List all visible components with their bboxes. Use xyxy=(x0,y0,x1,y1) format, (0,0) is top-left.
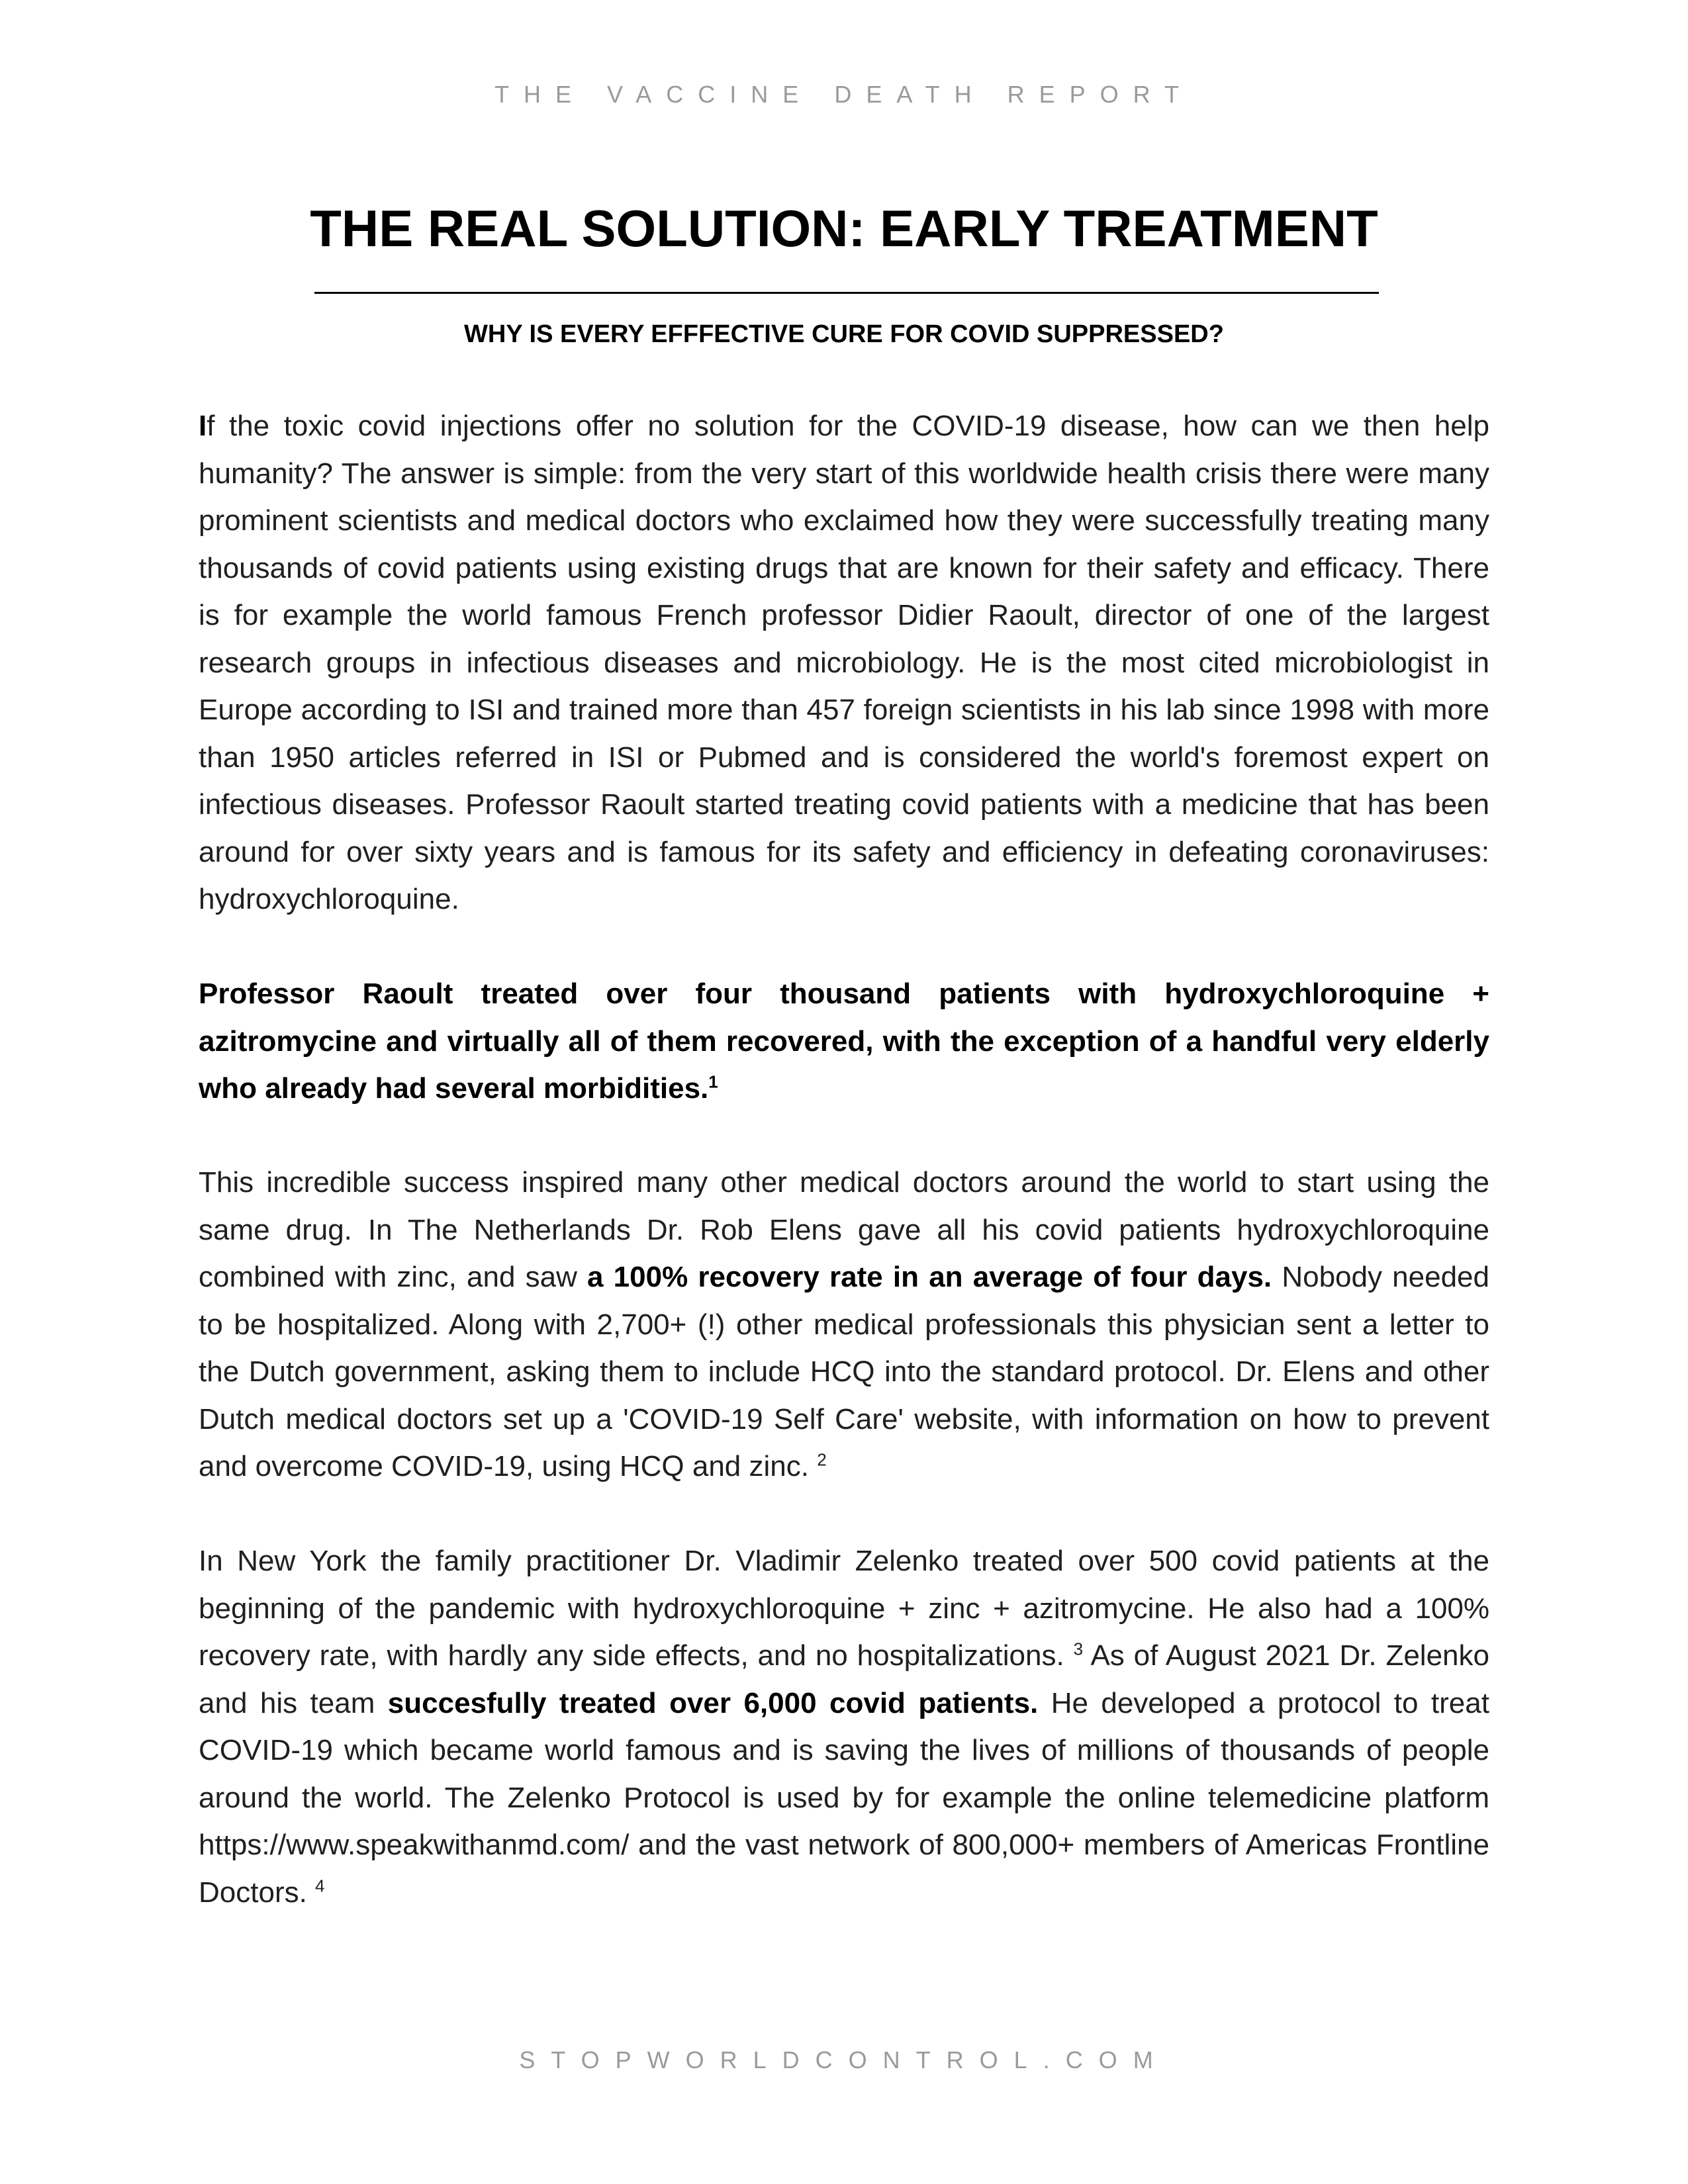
footnote-ref-2: 2 xyxy=(817,1449,827,1470)
paragraph-elens xyxy=(199,1159,1489,1490)
paragraph-elens-bold: a 100% recovery rate in an average of four days. xyxy=(587,1261,1272,1293)
footnote-ref-3: 3 xyxy=(1073,1639,1084,1659)
drop-cap: I xyxy=(199,410,207,442)
paragraph-intro xyxy=(199,402,1489,923)
page-title: THE REAL SOLUTION: EARLY TREATMENT xyxy=(310,199,1378,257)
paragraph-zelenko-text-before: In New York the family practitioner Dr. Vladimir Zelenko treated over 500 covid patients at the beginning of the pandemic with hydroxychloroquine + zinc + azitromycine. He also had a 100% recovery rate, with hardly any side effects, and no hospitalizations. xyxy=(199,1545,1489,1672)
paragraph-zelenko-text-middle: As of August 2021 Dr. Zelenko and his team xyxy=(199,1639,1489,1719)
title-divider xyxy=(314,292,1379,294)
paragraph-zelenko xyxy=(199,1537,1489,1916)
footnote-ref-1: 1 xyxy=(708,1071,718,1092)
paragraph-zelenko-text-after: He developed a protocol to treat COVID-19 which became world famous and is saving the lives of millions of thousands of people around the world. The Zelenko Protocol is used by for example the online telemedicine platform https://www.speakwithanmd.com/ and the vast network of 800,000+ members of Americas Frontline Doctors. xyxy=(199,1686,1489,1909)
paragraph-raoult-highlight xyxy=(199,970,1489,1113)
page-subtitle: WHY IS EVERY EFFFECTIVE CURE FOR COVID SUPPRESSED? xyxy=(464,320,1224,348)
footnote-ref-4: 4 xyxy=(315,1875,325,1895)
paragraph-elens-text-after: Nobody needed to be hospitalized. Along with 2,700+ (!) other medical professionals this physician sent a letter to the Dutch government, asking them to include HCQ into the standard protocol. Dr. Elens and other Dutch medical doctors set up a 'COVID-19 Self Care' website, with information on how to prevent and overcome COVID-19, using HCQ and zinc. xyxy=(199,1261,1489,1482)
paragraph-raoult-text: Professor Raoult treated over four thousand patients with hydroxychloroquine + azitromycine and virtually all of them recovered, with the exception of a handful very elderly who already had several morbidities. xyxy=(199,978,1489,1105)
paragraph-intro-text: f the toxic covid injections offer no solution for the COVID-19 disease, how can we then help humanity? The answer is simple: from the very start of this worldwide health crisis there were many prominent scientists and medical doctors who exclaimed how they were successfully treating many thousands of covid patients using existing drugs that are known for their safety and efficacy. There is for example the world famous French professor Didier Raoult, director of one of the largest research groups in infectious diseases and microbiology. He is the most cited microbiologist in Europe according to ISI and trained more than 457 foreign scientists in his lab since 1998 with more than 1950 articles referred in ISI or Pubmed and is considered the world's foremost expert on infectious diseases. Professor Raoult started treating covid patients with a medicine that has been around for over sixty years and is famous for its safety and efficiency in defeating coronaviruses: hydroxychloroquine. xyxy=(199,410,1489,915)
footer-site: STOPWORLDCONTROL.COM xyxy=(519,2046,1169,2073)
paragraph-zelenko-bold: succesfully treated over 6,000 covid patients. xyxy=(387,1686,1039,1719)
running-header: THE VACCINE DEATH REPORT xyxy=(494,81,1194,108)
paragraph-elens-text-before: This incredible success inspired many other medical doctors around the world to start using the same drug. In The Netherlands Dr. Rob Elens gave all his covid patients hydroxychloroquine combined with zinc, and saw xyxy=(199,1166,1489,1293)
